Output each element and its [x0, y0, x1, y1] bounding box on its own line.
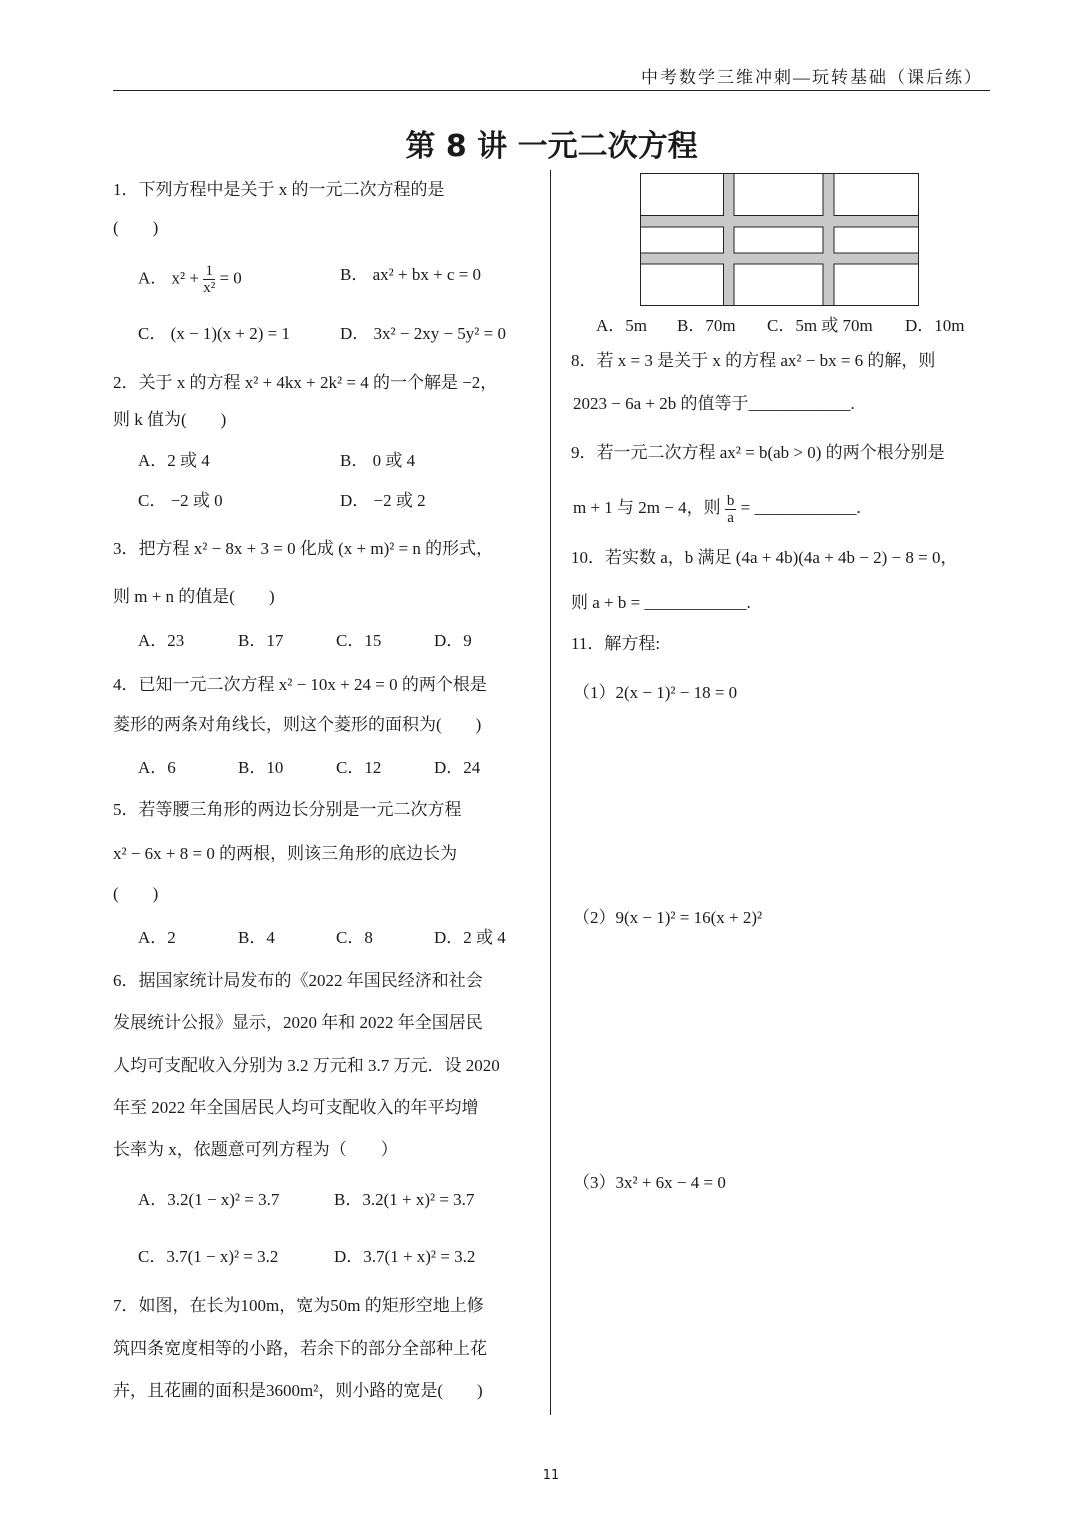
q3-option-b: B．17	[238, 631, 284, 650]
q5-paren: ( )	[113, 884, 159, 903]
q7-option-c: C．5m 或 70m	[767, 316, 873, 335]
q2-line: 则 k 值为( )	[113, 410, 227, 429]
q2-option-b: B． 0 或 4	[340, 451, 416, 470]
q6-line: 长率为 x，依题意可列方程为（ ）	[113, 1140, 398, 1159]
q8-line: 8．若 x = 3 是关于 x 的方程 ax² − bx = 6 的解，则	[571, 351, 936, 370]
q4-line: 菱形的两条对角线长，则这个菱形的面积为( )	[113, 715, 482, 734]
q1-option-a	[138, 263, 242, 296]
q3-line: 3．把方程 x² − 8x + 3 = 0 化成 (x + m)² = n 的形式，	[113, 539, 494, 558]
numerator: 1	[203, 263, 215, 280]
q3-line: 则 m + n 的值是( )	[113, 587, 275, 606]
q8-line: 2023 − 6a + 2b 的值等于____________.	[573, 394, 855, 413]
q4-option-a: A．6	[138, 758, 176, 777]
q6-option-b: B．3.2(1 + x)² = 3.7	[334, 1190, 475, 1209]
q1-option-d: D． 3x² − 2xy − 5y² = 0	[340, 324, 506, 343]
q4-line: 4．已知一元二次方程 x² − 10x + 24 = 0 的两个根是	[113, 675, 487, 694]
header-divider	[113, 90, 990, 91]
q1-a-rhs: = 0	[219, 268, 242, 288]
q9-fraction	[725, 493, 737, 526]
q10-line: 10．若实数 a，b 满足 (4a + 4b)(4a + 4b − 2) − 8 = 0，	[571, 548, 958, 567]
q1-paren: ( )	[113, 218, 159, 237]
q6-line: 年至 2022 年全国居民人均可支配收入的年平均增	[113, 1098, 479, 1117]
q5-option-a: A．2	[138, 928, 176, 947]
q5-option-d: D．2 或 4	[434, 928, 506, 947]
q6-line: 人均可支配收入分别为 3.2 万元和 3.7 万元．设 2020	[113, 1056, 500, 1075]
q7-option-b: B．70m	[677, 316, 736, 335]
q1-option-c: C． (x − 1)(x + 2) = 1	[138, 324, 290, 343]
column-divider	[550, 170, 551, 1415]
q7-road-figure	[640, 173, 919, 306]
denominator: x²	[203, 280, 216, 296]
q11-part-3: （3）3x² + 6x − 4 = 0	[573, 1173, 726, 1192]
q5-option-b: B．4	[238, 928, 275, 947]
q2-line: 2．关于 x 的方程 x² + 4kx + 2k² = 4 的一个解是 −2，	[113, 373, 498, 392]
q11-title: 11．解方程:	[571, 634, 661, 653]
q7-line: 筑四条宽度相等的小路，若余下的部分全部种上花	[113, 1339, 487, 1358]
q3-option-a: A．23	[138, 631, 185, 650]
q1-option-b: B． ax² + bx + c = 0	[340, 265, 482, 284]
q6-option-d: D．3.7(1 + x)² = 3.2	[334, 1247, 476, 1266]
q6-option-a: A．3.2(1 − x)² = 3.7	[138, 1190, 280, 1209]
q6-line: 6．据国家统计局发布的《2022 年国民经济和社会	[113, 971, 483, 990]
numerator: b	[726, 492, 735, 509]
q4-option-b: B．10	[238, 758, 284, 777]
q6-line: 发展统计公报》显示，2020 年和 2022 年全国居民	[113, 1013, 483, 1032]
q5-line: x² − 6x + 8 = 0 的两根，则该三角形的底边长为	[113, 844, 458, 863]
q10-line: 则 a + b = ____________.	[571, 593, 751, 612]
q5-line: 5．若等腰三角形的两边长分别是一元二次方程	[113, 800, 462, 819]
q7-option-a: A．5m	[596, 316, 647, 335]
q7-line: 7．如图，在长为100m，宽为50m 的矩形空地上修	[113, 1296, 484, 1315]
q2-option-c: C． −2 或 0	[138, 491, 223, 510]
page-number: 11	[542, 1468, 560, 1483]
q9-text: m + 1 与 2m − 4，则	[573, 498, 721, 517]
q2-option-d: D． −2 或 2	[340, 491, 426, 510]
q7-line: 卉，且花圃的面积是3600m²，则小路的宽是( )	[113, 1381, 483, 1400]
q1-a-text: A． x² +	[138, 268, 199, 288]
q4-option-d: D．24	[434, 758, 481, 777]
q9-line	[573, 490, 861, 526]
q3-option-d: D．9	[434, 631, 472, 650]
q3-option-c: C．15	[336, 631, 382, 650]
q9-line: 9．若一元二次方程 ax² = b(ab > 0) 的两个根分别是	[571, 443, 945, 462]
q9-blank: = ____________.	[740, 498, 861, 517]
denominator: a	[727, 509, 734, 526]
header-series: 中考数学三维冲刺—玩转基础（课后练）	[641, 68, 983, 87]
q1-line: 1．下列方程中是关于 x 的一元二次方程的是	[113, 180, 445, 199]
page-title: 第 8 讲 一元二次方程	[405, 129, 698, 164]
q6-option-c: C．3.7(1 − x)² = 3.2	[138, 1247, 279, 1266]
q11-part-1: （1）2(x − 1)² − 18 = 0	[573, 683, 738, 702]
q4-option-c: C．12	[336, 758, 382, 777]
q1-a-fraction	[203, 263, 215, 296]
q7-option-d: D．10m	[905, 316, 965, 335]
q5-option-c: C．8	[336, 928, 373, 947]
q2-option-a: A．2 或 4	[138, 451, 210, 470]
q11-part-2: （2）9(x − 1)² = 16(x + 2)²	[573, 908, 763, 927]
